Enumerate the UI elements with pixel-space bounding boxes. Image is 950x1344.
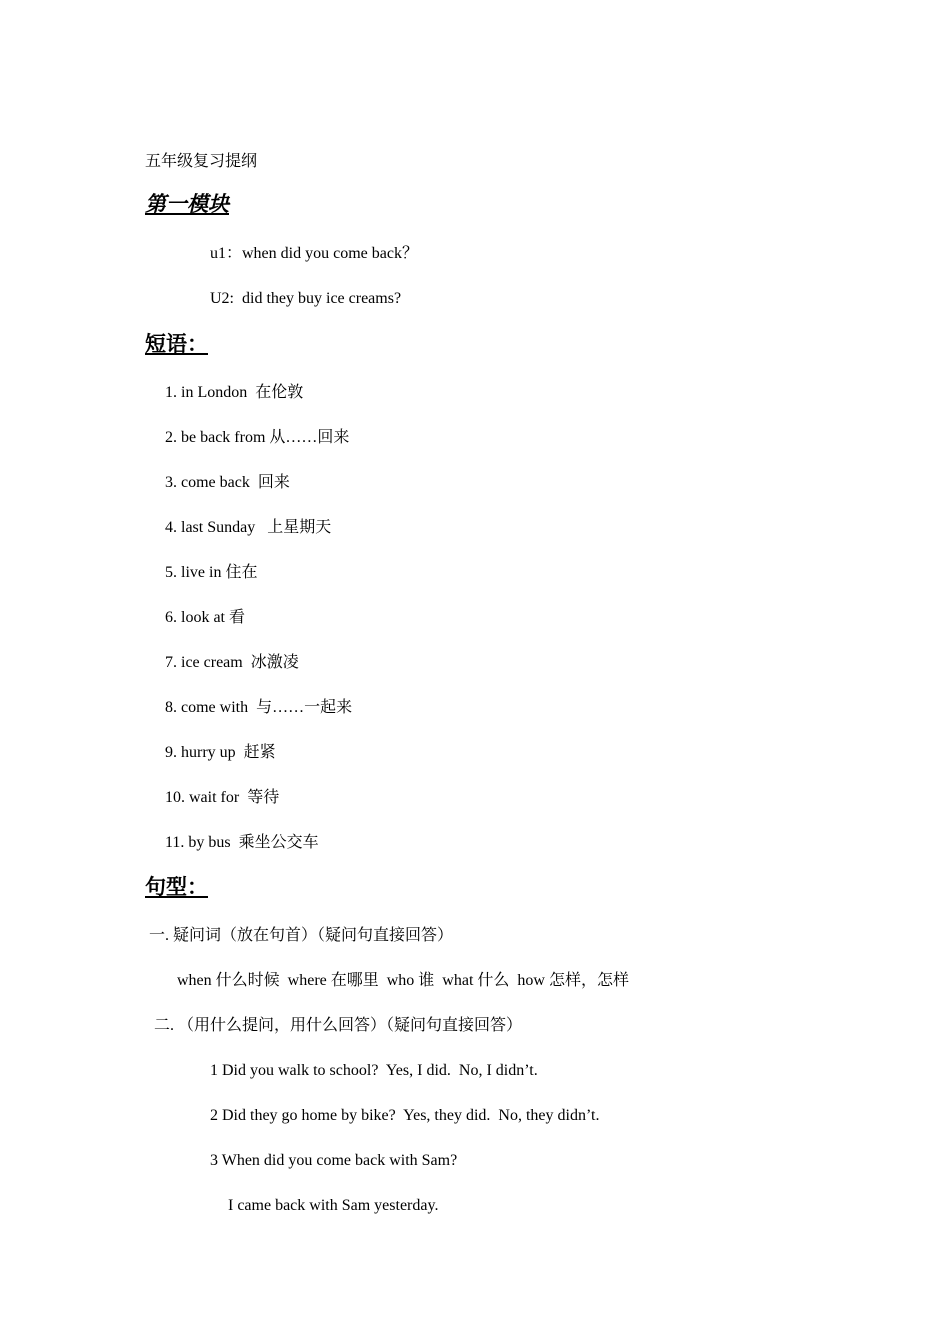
phrase-item: 3. come back 回来	[165, 474, 290, 491]
section-title: 二. （用什么提问，用什么回答）（疑问句直接回答）	[154, 1017, 523, 1034]
phrase-item: 4. last Sunday 上星期天	[165, 519, 332, 536]
section-title: 一. 疑问词（放在句首）（疑问句直接回答）	[149, 927, 454, 944]
phrase-item: 10. wait for 等待	[165, 789, 280, 806]
unit-line: u1：when did you come back？	[210, 245, 418, 262]
question-words-line: when 什么时候 where 在哪里 who 谁 what 什么 how 怎样，怎样	[177, 972, 629, 989]
phrase-item: 8. come with 与……一起来	[165, 699, 353, 716]
phrases-heading: 短语：	[145, 332, 208, 356]
patterns-heading: 句型：	[145, 875, 208, 899]
unit-line: U2: did they buy ice creams?	[210, 290, 402, 307]
doc-title: 五年级复习提纲	[145, 153, 258, 170]
phrase-item: 5. live in 住在	[165, 564, 258, 581]
phrase-item: 7. ice cream 冰激凌	[165, 654, 299, 671]
example-sentence: 2 Did they go home by bike? Yes, they did. No, they didn’t.	[210, 1107, 600, 1124]
phrase-item: 1. in London 在伦敦	[165, 384, 304, 401]
phrase-item: 6. look at 看	[165, 609, 245, 626]
phrase-item: 2. be back from 从……回来	[165, 429, 350, 446]
example-sentence: 1 Did you walk to school? Yes, I did. No, I didn’t.	[210, 1062, 538, 1079]
module-heading: 第一模块	[145, 192, 229, 216]
phrase-item: 9. hurry up 赶紧	[165, 744, 276, 761]
example-sentence: I came back with Sam yesterday.	[228, 1197, 439, 1214]
phrase-item: 11. by bus 乘坐公交车	[165, 834, 319, 851]
example-sentence: 3 When did you come back with Sam?	[210, 1152, 458, 1169]
